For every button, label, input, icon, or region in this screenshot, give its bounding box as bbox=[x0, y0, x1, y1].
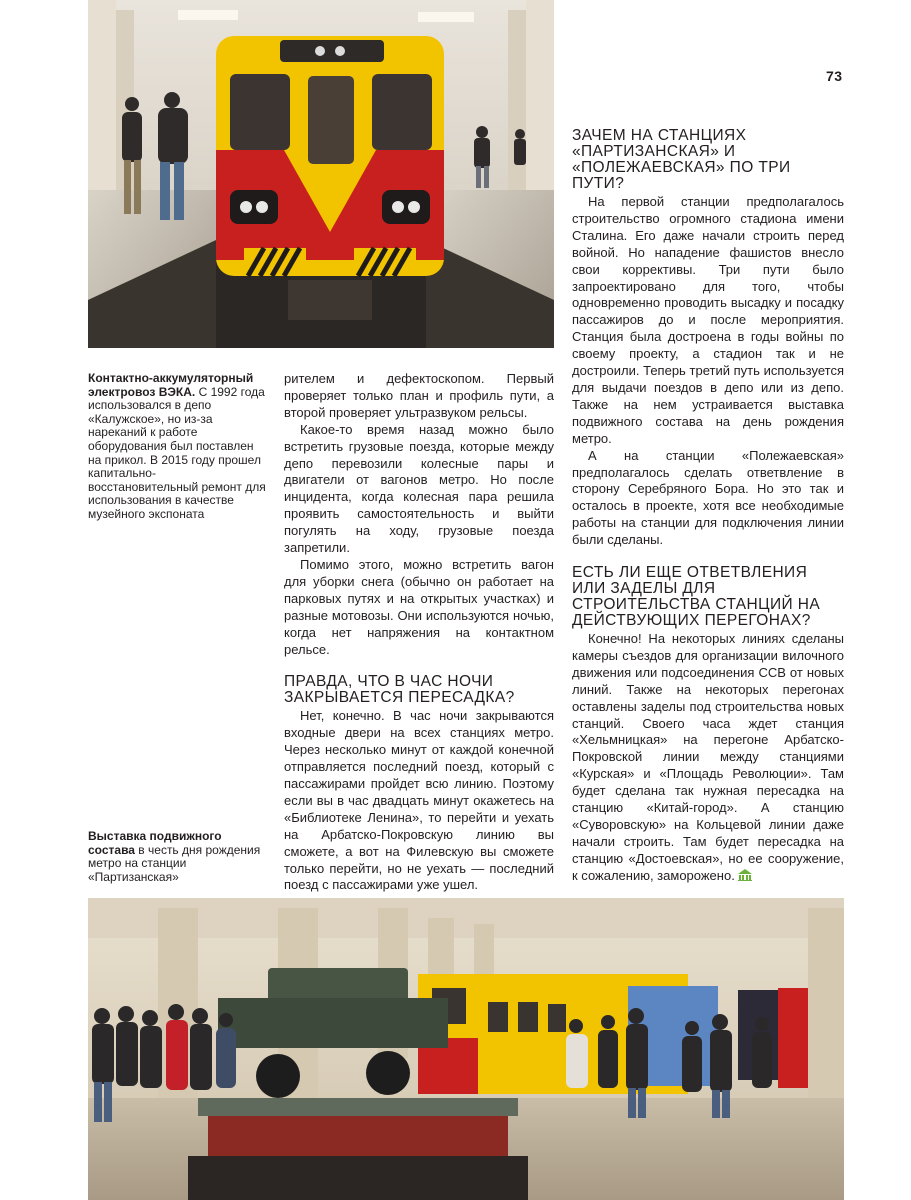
section-heading: ЕСТЬ ЛИ ЕЩЕ ОТВЕТВЛЕНИЯ ИЛИ ЗАДЕЛЫ ДЛЯ СТРОИТЕЛЬСТВА СТАНЦИЙ НА ДЕЙСТВУЮЩИХ ПЕРЕГОНАХ? bbox=[572, 564, 821, 630]
page-number: 73 bbox=[826, 68, 843, 84]
caption-title: Контактно-аккумуляторный электровоз ВЭКА. bbox=[88, 371, 254, 399]
caption-text: С 1992 года использовался в депо «Калужское», но из-за нареканий к работе оборудования был поставлен на прикол. В 2015 году прошел капитально-восстановительный ремонт для использования в качестве музейного экспоната bbox=[88, 384, 266, 521]
caption-text: в честь дня рождения метро на станции «Партизанская» bbox=[88, 842, 261, 884]
section-heading: ПРАВДА, ЧТО В ЧАС НОЧИ ЗАКРЫВАЕТСЯ ПЕРЕСАДКА? bbox=[284, 673, 515, 707]
locomotive-illustration bbox=[88, 0, 554, 348]
paragraph: А на станции «Полежаевская» предполагалось сделать ответвление в сторону Серебряного Бора. Но это так и осталось в проекте, хотя все необходимые работы на станции для подключения линии были сделаны. bbox=[572, 447, 844, 548]
photo-caption-locomotive bbox=[88, 372, 266, 522]
paragraph: Помимо этого, можно встретить вагон для уборки снега (обычно он работает на парковых путях и на открытых участках) и разные мотовозы. Они используются ночью, когда нет напряжения на контактном рельсе. bbox=[284, 556, 554, 657]
article-column-middle bbox=[284, 371, 554, 894]
photo-locomotive-veka bbox=[88, 0, 554, 348]
section-heading: ЗАЧЕМ НА СТАНЦИЯХ «ПАРТИЗАНСКАЯ» И «ПОЛЕЖАЕВСКАЯ» ПО ТРИ ПУТИ? bbox=[572, 127, 791, 192]
paragraph: На первой станции предполагалось строительство огромного стадиона имени Сталина. Его даже начали строить перед войной. Но нападение фашистов внесло свои коррективы. Три пути было запроектировано для того, чтобы одновременно проводить высадку и посадку пассажиров до и после мероприятия. Станция была достроена в годы войны по своему проекту, а стадион так и не достроили. Теперь третий путь используется для выдачи поездов в депо или из депо. Также на нем устраивается выставка подвижного состава на день рождения метро. bbox=[572, 194, 844, 446]
article-column-right bbox=[572, 128, 844, 885]
paragraph: рителем и дефектоскопом. Первый проверяет только план и профиль пути, а второй проверяет ультразвуком рельсы. bbox=[284, 371, 554, 420]
caption-title: Выставка подвижного состава bbox=[88, 829, 222, 857]
paragraph: Нет, конечно. В час ночи закрываются входные двери на всех станциях метро. Через несколько минут от каждой конечной отправляется последний поезд, который с пассажирами пройдет всю линию. Поэтому если вы в час двадцать минут окажетесь на «Библиотеке Ленина», то перейти и уехать на Арбатско-Покровскую линию вы сможете, а вот на Филевскую вы сможете только перейти, но не уехать — последний поезд с пассажирами уже ушел. bbox=[284, 708, 554, 893]
last-paragraph bbox=[572, 631, 844, 885]
photo-caption-exhibition bbox=[88, 830, 266, 884]
exhibition-illustration bbox=[88, 898, 844, 1200]
end-of-article-icon bbox=[738, 869, 752, 881]
paragraph: Какое-то время назад можно было встретить грузовые поезда, которые между депо перевозили колесные пары и двигатели от вагонов метро. Но после инцидента, когда колесная пара решила проявить самостоятельность и выйти погулять на ходу, грузовые поезда запретили. bbox=[284, 421, 554, 556]
photo-rolling-stock-exhibition bbox=[88, 898, 844, 1200]
paragraph-text: Конечно! На некоторых линиях сделаны камеры съездов для организации вилочного движения или подсоединения ССВ от новых линий. Также на некоторых перегонах оставлены заделы под строительства новых станций. Своего часа ждет станция «Хельмницкая» на перегоне Арбатско-Покровской линии между станциями «Курская» и «Площадь Революции». Там будет сделана так нужная пересадка на станцию «Китай-город». А станцию «Суворовскую» на Кольцевой линии даже начали строить. Там будет пересадка на станцию «Достоевская», но ее сооружение, к сожалению, заморожено. bbox=[572, 631, 844, 883]
